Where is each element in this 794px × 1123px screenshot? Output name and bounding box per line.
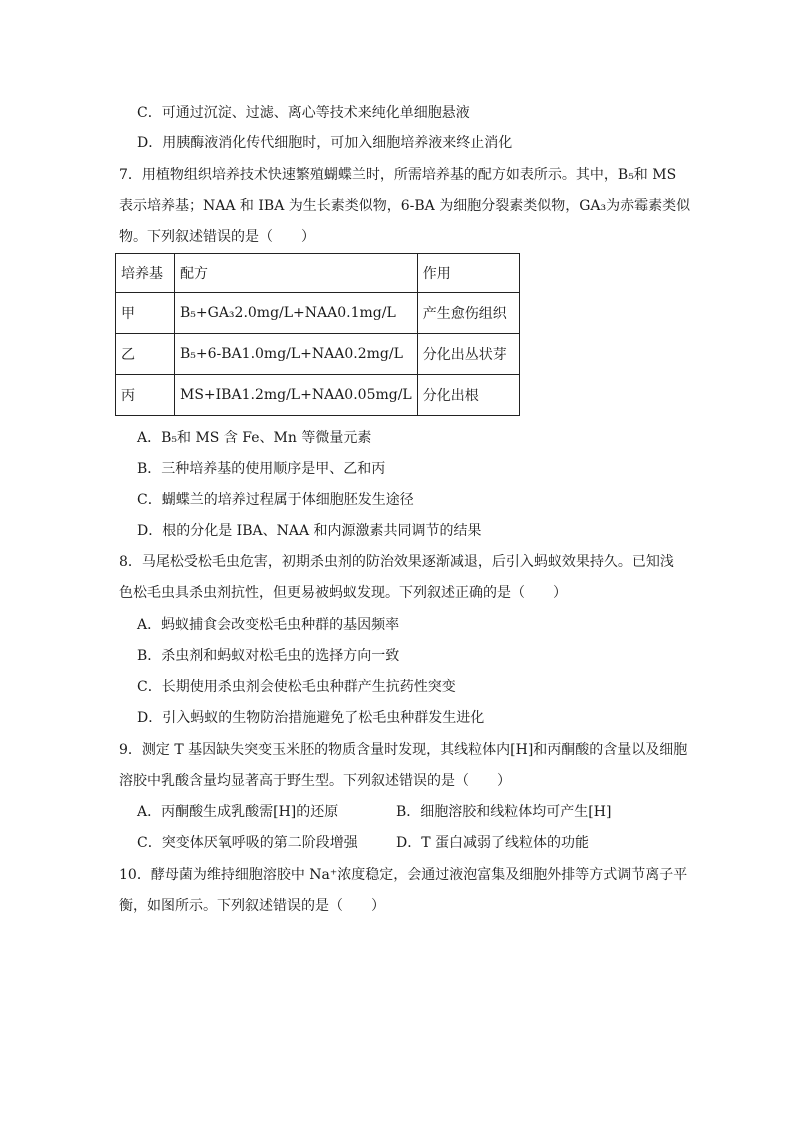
q7-option-a[interactable]: A．B₅和 MS 含 Fe、Mn 等微量元素 — [137, 430, 372, 446]
q7-option-d[interactable]: D．根的分化是 IBA、NAA 和内源激素共同调节的结果 — [137, 523, 482, 539]
q9-option-a[interactable]: A．丙酮酸生成乳酸需[H]的还原 — [137, 804, 339, 820]
cell-medium: 乙 — [116, 334, 175, 375]
cell-function: 分化出根 — [417, 375, 519, 416]
table-row — [116, 334, 520, 375]
cell-medium: 甲 — [116, 293, 175, 334]
cell-formula: B₅+GA₃2.0mg/L+NAA0.1mg/L — [175, 293, 418, 334]
cell-function: 分化出丛状芽 — [417, 334, 519, 375]
q6-option-d[interactable]: D．用胰酶液消化传代细胞时，可加入细胞培养液来终止消化 — [137, 135, 513, 151]
q6-option-c[interactable]: C．可通过沉淀、过滤、离心等技术来纯化单细胞悬液 — [137, 105, 470, 121]
q8-stem-line1: 8．马尾松受松毛虫危害，初期杀虫剂的防治效果逐渐减退，后引入蚂蚁效果持久。已知浅 — [119, 554, 674, 570]
header-function: 作用 — [417, 254, 519, 293]
header-formula: 配方 — [175, 254, 418, 293]
q7-stem-line2: 表示培养基；NAA 和 IBA 为生长素类似物，6-BA 为细胞分裂素类似物，GA₃为赤霉素类似 — [119, 198, 691, 214]
q7-option-c[interactable]: C．蝴蝶兰的培养过程属于体细胞胚发生途径 — [137, 492, 414, 508]
q10-stem-line1: 10．酵母菌为维持细胞溶胶中 Na⁺浓度稳定，会通过液泡富集及细胞外排等方式调节离子平 — [119, 867, 688, 883]
q7-stem-line1: 7．用植物组织培养技术快速繁殖蝴蝶兰时，所需培养基的配方如表所示。其中，B₅和 MS — [119, 167, 677, 183]
q9-stem-line1: 9．测定 T 基因缺失突变玉米胚的物质含量时发现，其线粒体内[H]和丙酮酸的含量以及细胞 — [119, 742, 688, 758]
q8-option-d[interactable]: D．引入蚂蚁的生物防治措施避免了松毛虫种群发生进化 — [137, 710, 485, 726]
q8-option-a[interactable]: A．蚂蚁捕食会改变松毛虫种群的基因频率 — [137, 617, 400, 633]
table-row — [116, 293, 520, 334]
table-header-row — [116, 254, 520, 293]
medium-formula-table — [115, 253, 520, 416]
q9-option-d[interactable]: D．T 蛋白减弱了线粒体的功能 — [396, 835, 590, 851]
q8-option-c[interactable]: C．长期使用杀虫剂会使松毛虫种群产生抗药性突变 — [137, 679, 456, 695]
q9-stem-line2: 溶胶中乳酸含量均显著高于野生型。下列叙述错误的是（ ） — [119, 773, 511, 789]
header-medium: 培养基 — [116, 254, 175, 293]
q7-stem-line3: 物。下列叙述错误的是（ ） — [119, 229, 315, 245]
cell-formula: B₅+6-BA1.0mg/L+NAA0.2mg/L — [175, 334, 418, 375]
q8-stem-line2: 色松毛虫具杀虫剂抗性，但更易被蚂蚁发现。下列叙述正确的是（ ） — [119, 585, 567, 601]
q9-option-c[interactable]: C．突变体厌氧呼吸的第二阶段增强 — [137, 835, 358, 851]
q7-option-b[interactable]: B．三种培养基的使用顺序是甲、乙和丙 — [137, 461, 386, 477]
table-row — [116, 375, 520, 416]
q9-option-b[interactable]: B．细胞溶胶和线粒体均可产生[H] — [396, 804, 612, 820]
q8-option-b[interactable]: B．杀虫剂和蚂蚁对松毛虫的选择方向一致 — [137, 648, 400, 664]
cell-formula: MS+IBA1.2mg/L+NAA0.05mg/L — [175, 375, 418, 416]
q10-stem-line2: 衡，如图所示。下列叙述错误的是（ ） — [119, 898, 385, 914]
cell-function: 产生愈伤组织 — [417, 293, 519, 334]
cell-medium: 丙 — [116, 375, 175, 416]
